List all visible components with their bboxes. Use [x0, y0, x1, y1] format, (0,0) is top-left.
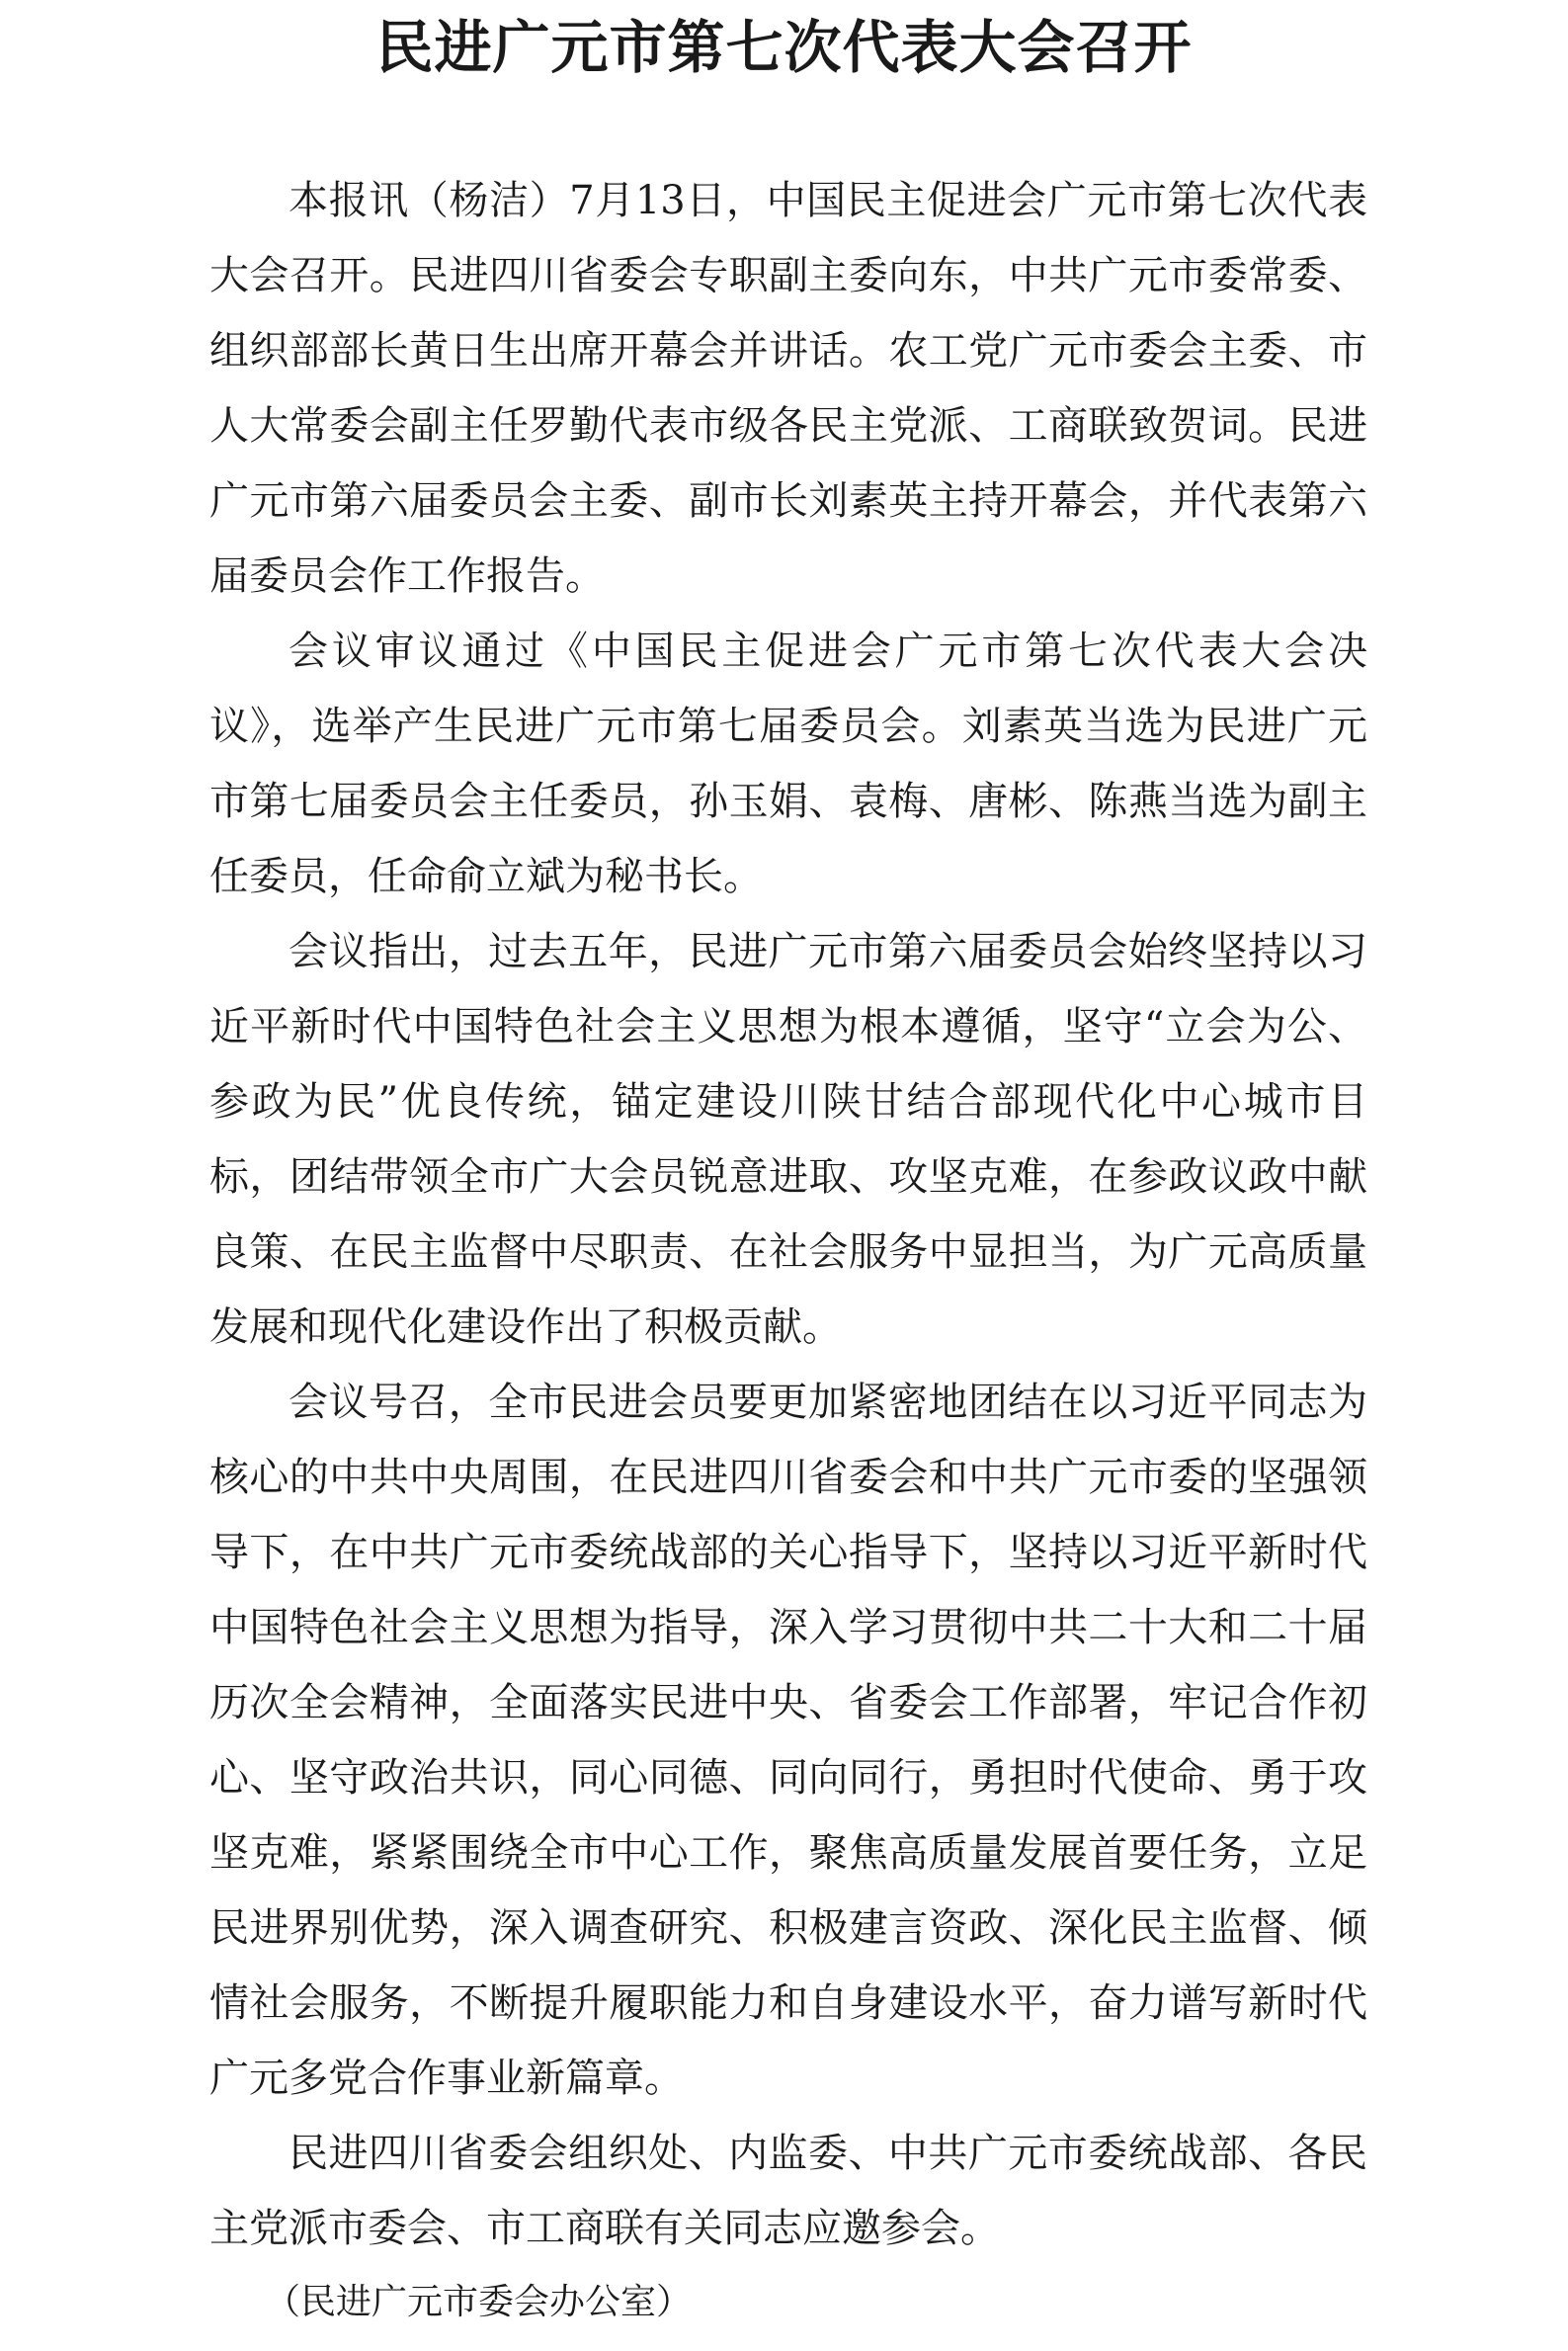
article-title: 民进广元市第七次代表大会召开	[375, 14, 1193, 81]
article-source: （民进广元市委会办公室）	[265, 2282, 693, 2322]
article-paragraph: 本报讯（杨洁）7月13日，中国民主促进会广元市第七次代表大会召开。民进四川省委会专职副主委向东，中共广元市委常委、组织部部长黄日生出席开幕会并讲话。农工党广元市委会主委、市人大常委会副主任罗勤代表市级各民主党派、工商联致贺词。民进广元市第六届委员会主委、副市长刘素英主持开幕会，并代表第六届委员会作工作报告。	[209, 178, 1367, 599]
article-paragraph: 会议指出，过去五年，民进广元市第六届委员会始终坚持以习近平新时代中国特色社会主义思想为根本遵循，坚守“立会为公、参政为民”优良传统，锚定建设川陕甘结合部现代化中心城市目标，团结带领全市广大会员锐意进取、攻坚克难，在参政议政中献良策、在民主监督中尽职责、在社会服务中显担当，为广元高质量发展和现代化建设作出了积极贡献。	[209, 929, 1367, 1350]
article-body	[209, 163, 1367, 2266]
article-paragraph: 会议审议通过《中国民主促进会广元市第七次代表大会决议》，选举产生民进广元市第七届委员会。刘素英当选为民进广元市第七届委员会主任委员，孙玉娟、袁梅、唐彬、陈燕当选为副主任委员，任命俞立斌为秘书长。	[209, 629, 1367, 899]
article-paragraph: 会议号召，全市民进会员要更加紧密地团结在以习近平同志为核心的中共中央周围，在民进四川省委会和中共广元市委的坚强领导下，在中共广元市委统战部的关心指导下，坚持以习近平新时代中国特色社会主义思想为指导，深入学习贯彻中共二十大和二十届历次全会精神，全面落实民进中央、省委会工作部署，牢记合作初心、坚守政治共识，同心同德、同向同行，勇担时代使命、勇于攻坚克难，紧紧围绕全市中心工作，聚焦高质量发展首要任务，立足民进界别优势，深入调查研究、积极建言资政、深化民主监督、倾情社会服务，不断提升履职能力和自身建设水平，奋力谱写新时代广元多党合作事业新篇章。	[209, 1380, 1367, 2101]
article-paragraph: 民进四川省委会组织处、内监委、中共广元市委统战部、各民主党派市委会、市工商联有关同志应邀参会。	[209, 2131, 1367, 2251]
